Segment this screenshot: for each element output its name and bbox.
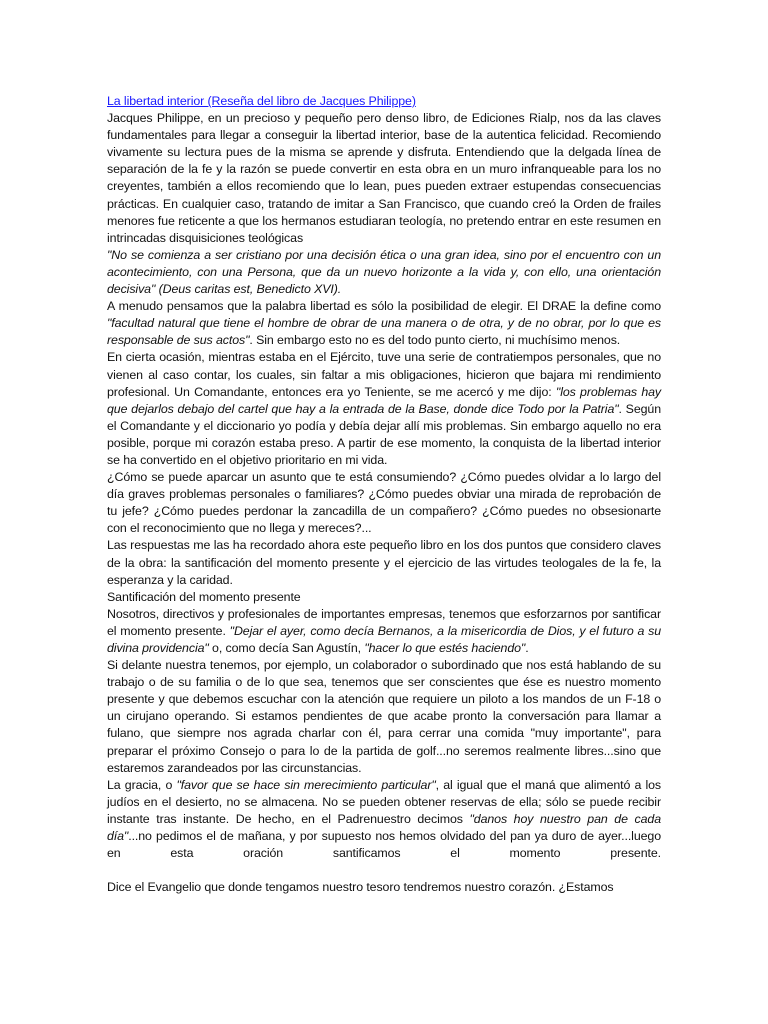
quote-paragraph: [107, 247, 661, 298]
document-body: [107, 93, 661, 896]
paragraph-momento-presente: [107, 606, 661, 657]
paragraph-evangelio: Dice el Evangelio que donde tengamos nuestro tesoro tendremos nuestro corazón. ¿Estamos: [107, 880, 614, 895]
paragraph-text: o, como decía San Agustín,: [208, 641, 365, 655]
quote-san-agustin: "hacer lo que estés haciendo": [364, 641, 526, 655]
quote-drae: "facultad natural que tiene el hombre de obrar de una manera o de otra, y de no obrar, por lo que es responsable de sus actos": [107, 316, 661, 348]
paragraph-text: A menudo pensamos que la palabra libertad es sólo la posibilidad de elegir. El DRAE la define como: [107, 299, 661, 314]
paragraph-text: Nosotros, directivos y profesionales de importantes empresas, tenemos que esforzarnos por santificar el momento presente.: [107, 606, 661, 638]
paragraph-ejercito: [107, 349, 661, 469]
paragraph-gracia: [107, 777, 661, 862]
paragraph-text: . Según el Comandante y el diccionario yo podía y debía dejar allí mis problemas. Sin embargo aquello no era posible, porque mi corazón estaba preso. A partir de ese momento, la conquista de la libertad interior se ha convertido en el objetivo prioritario en mi vida.: [107, 401, 662, 467]
quote-bernanos: "Dejar el ayer, como decía Bernanos, a la misericordia de Dios, y el futuro a su divina providencia": [107, 623, 661, 655]
paragraph-text: . Sin embargo esto no es del todo punto cierto, ni muchísimo menos.: [249, 333, 621, 348]
quote-padrenuestro: "danos hoy nuestro pan de cada día": [107, 811, 661, 844]
quote-comandante: "los problemas hay que dejarlos debajo del cartel que hay a la entrada de la Base, donde dice Todo por la Patria": [107, 384, 662, 416]
paragraph-preguntas: ¿Cómo se puede aparcar un asunto que te está consumiendo? ¿Cómo puedes olvidar a lo largo del día graves problemas personales o familiares? ¿Cómo puedes obviar una mirada de reprobación de tu jefe? ¿Cómo puedes perdonar la zancadilla de un compañero? ¿Cómo puedes no obsesionarte con el reconocimiento que no llega y mereces?...: [107, 470, 661, 536]
paragraph-text: , al igual que el maná que alimentó a los judíos en el desierto, no se almacena. No se pueden obtener reservas de ella; sólo se puede recibir instante tras instante. De hecho, en el Padrenuestro decimos: [107, 777, 661, 826]
paragraph-libertad: [107, 298, 661, 349]
paragraph-intro: Jacques Philippe, en un precioso y pequeño pero denso libro, de Ediciones Rialp, nos da las claves fundamentales para llegar a conseguir la libertad interior, base de la autentica felicidad. Recomiendo vivamente su lectura pues de la misma se aprende y disfruta. Entendiendo que la delgada línea de separación de la fe y la razón se puede convertir en esta obra en un muro infranqueable para los no creyentes, también a ellos recomiendo que lo lean, pues pueden extraer estupendas consecuencias prácticas. En cualquier caso, tratando de imitar a San Francisco, que cuando creó la Orden de frailes menores fue reticente a que los hermanos estudiaran teología, no pretendo entrar en este resumen en intrincadas disquisiciones teológicas: [107, 111, 661, 245]
paragraph-respuestas: Las respuestas me las ha recordado ahora este pequeño libro en los dos puntos que considero claves de la obra: la santificación del momento presente y el ejercicio de las virtudes teologales de la fe, la esperanza y la caridad.: [107, 538, 661, 587]
title-paragraph: [107, 93, 661, 110]
blank-line: [107, 862, 661, 879]
section-heading: Santificación del momento presente: [107, 589, 301, 604]
paragraph-colaborador: Si delante nuestra tenemos, por ejemplo, un colaborador o subordinado que nos está hablando de su trabajo o de su familia o de lo que sea, tenemos que ser conscientes que ése es nuestro momento presente y que debemos escuchar con la atención que requiere un piloto a los mandos de un F-18 o un cirujano operando. Si estamos pendientes de que acabe pronto la conversación para llamar a fulano, que siempre nos agrada charlar con él, para cerrar una comida "muy importante", para preparar el próximo Consejo o para lo de la partida de golf...no seremos realmente libres...sino que estaremos zarandeados por las circunstancias.: [107, 658, 661, 775]
quote-deus-caritas: "No se comienza a ser cristiano por una decisión ética o una gran idea, sino por el encuentro con un acontecimiento, con una Persona, que da un nuevo horizonte a la vida y, con ello, una orientación decisiva" (Deus caritas est, Benedicto XVI).: [107, 247, 661, 297]
quote-favor: "favor que se hace sin merecimiento particular": [176, 777, 436, 792]
title-link[interactable]: La libertad interior (Reseña del libro de Jacques Philippe): [107, 94, 416, 108]
paragraph-text: La gracia, o: [107, 777, 177, 792]
paragraph-text: ...no pedimos el de mañana, y por supuesto nos hemos olvidado del pan ya duro de ayer...luego en esta oración santificamos el momento presente.: [107, 829, 661, 861]
paragraph-text: .: [525, 641, 529, 655]
paragraph-text: En cierta ocasión, mientras estaba en el Ejército, tuve una serie de contratiempos personales, que no vienen al caso contar, los cuales, sin faltar a mis obligaciones, hicieron que bajara mi rendimiento profesional. Un Comandante, entonces era yo Teniente, se me acercó y me dijo:: [107, 350, 661, 399]
